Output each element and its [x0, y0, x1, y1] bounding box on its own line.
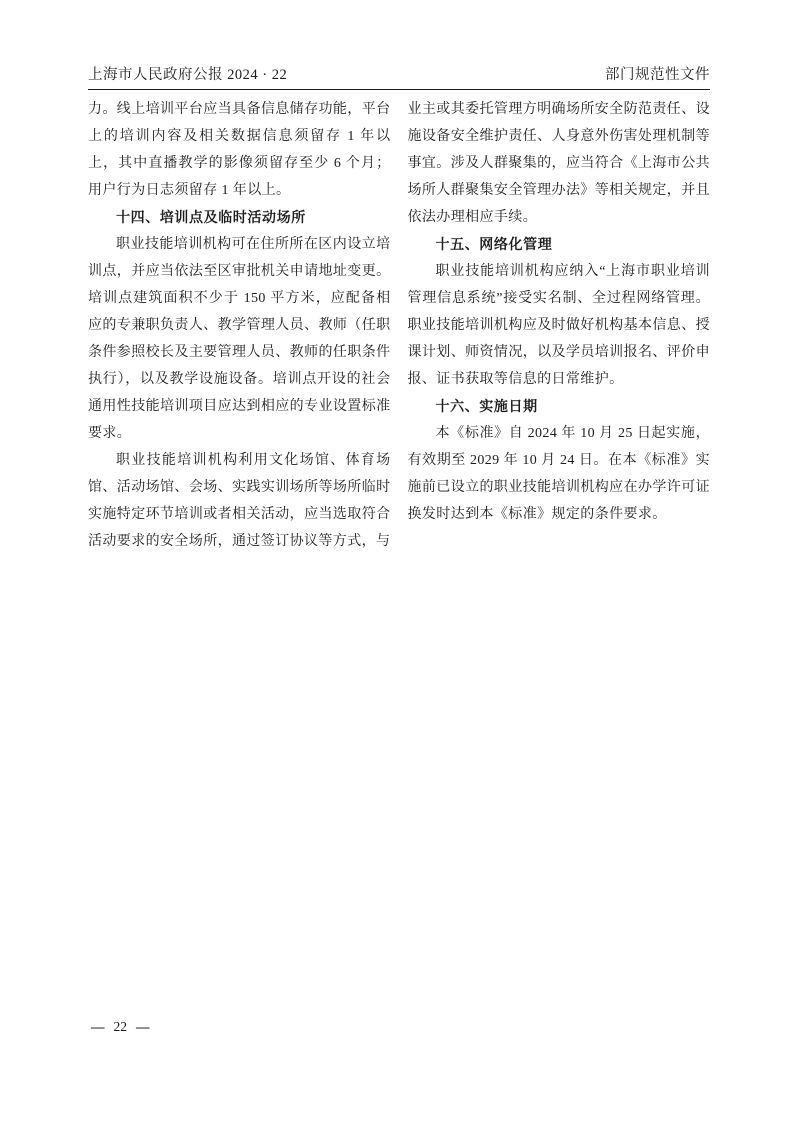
header-gazette-title: 上海市人民政府公报 2024 · 22 [88, 67, 288, 83]
section-heading-14: 十四、培训点及临时活动场所 [116, 209, 306, 225]
header-divider [88, 89, 710, 90]
footer-dash-right: — [136, 1019, 150, 1034]
footer-dash-left: — [91, 1019, 105, 1034]
document-body [88, 96, 710, 555]
paragraph-continuation: 力。线上培训平台应当具备信息储存功能，平台上的培训内容及相关数据信息须留存 1 年以上，其中直播教学的影像须留存至少 6 个月；用户行为日志须留存 1 年以上。 [88, 102, 391, 198]
section-heading-16: 十六、实施日期 [435, 398, 538, 414]
paragraph: 本《标准》自 2024 年 10 月 25 日起实施，有效期至 2029 年 10 月 24 日。在本《标准》实施前已设立的职业技能培训机构应在办学许可证换发时达到本《标准》规定的条件要求。 [407, 426, 710, 522]
page-footer [91, 1019, 150, 1035]
page-header [88, 63, 710, 84]
header-section-label: 部门规范性文件 [605, 67, 710, 83]
left-column [88, 96, 391, 555]
right-column [408, 96, 711, 555]
section-heading-15: 十五、网络化管理 [435, 236, 553, 252]
page-number: 22 [113, 1019, 127, 1034]
paragraph: 职业技能培训机构利用文化场馆、体育场馆、活动场馆、会场、实践实训场所等场所临时实施特定环节培训或者相关活动，应当选取符合活动要求的安全场所，通过签订协议等方式，与 [88, 453, 391, 549]
paragraph: 职业技能培训机构可在住所所在区内设立培训点，并应当依法至区审批机关申请地址变更。培训点建筑面积不少于 150 平方米，应配备相应的专兼职负责人、教学管理人员、教师（任职条件参照校长及主要管理人员、教师的任职条件执行），以及教学设施设备。培训点开设的社会通用性技能培训项目应达到相应的专业设置标准要求。 [88, 237, 391, 441]
paragraph-continuation: 业主或其委托管理方明确场所安全防范责任、设施设备安全维护责任、人身意外伤害处理机制等事宜。涉及人群聚集的，应当符合《上海市公共场所人群聚集安全管理办法》等相关规定，并且依法办理相应手续。 [407, 102, 710, 225]
paragraph: 职业技能培训机构应纳入“上海市职业培训管理信息系统”接受实名制、全过程网络管理。职业技能培训机构应及时做好机构基本信息、授课计划、师资情况，以及学员培训报名、评价申报、证书获取等信息的日常维护。 [407, 264, 710, 387]
